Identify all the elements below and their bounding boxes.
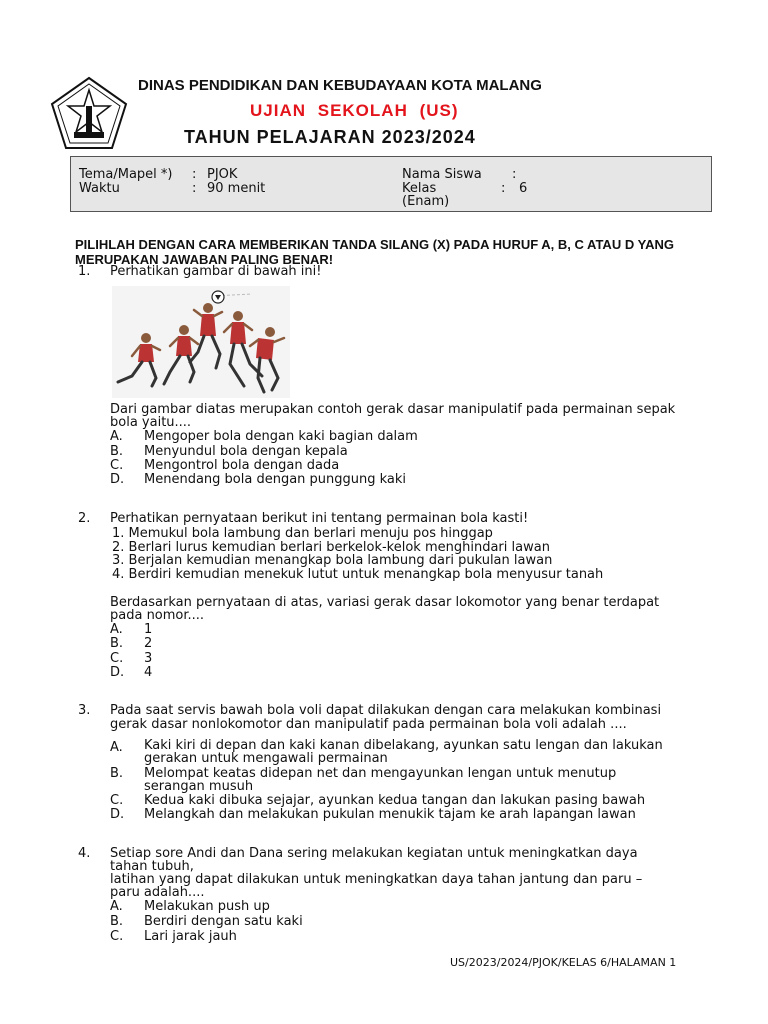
subject-label: Tema/Mapel *) [79,167,173,182]
q2-statement-3: 3. Berjalan kemudian menangkap bola lambung dari pukulan lawan [112,553,553,568]
q2-statement-1: 1. Memukul bola lambung dan berlari menuju pos hinggap [112,526,493,541]
q2-option-d[interactable]: 4 [144,665,153,680]
header-exam-title: UJIAN SEKOLAH (US) [250,101,459,120]
q2-option-b[interactable]: 2 [144,636,153,651]
q2-prompt: Perhatikan pernyataan berikut ini tentang permainan bola kasti! [110,511,529,526]
q3-line1: Pada saat servis bawah bola voli dapat dilakukan dengan cara melakukan kombinasi [110,703,662,718]
q3-option-c-line1[interactable]: Kedua kaki dibuka sejajar, ayunkan kedua tangan dan lakukan pasing bawah [144,793,646,808]
instructions: PILIHLAH DENGAN CARA MEMBERIKAN TANDA SILANG (X) PADA HURUF A, B, C ATAU D YANG MERUPAKAN JAWABAN PALING BENAR! [75,237,674,267]
q4-line1: Setiap sore Andi dan Dana sering melakukan kegiatan untuk meningkatkan daya [110,846,638,861]
student-info-box [70,156,712,212]
q2-option-d-letter[interactable]: D. [110,665,125,680]
student-name-sep: : [512,167,517,182]
time-label: Waktu [79,181,120,196]
q1-option-d[interactable]: Menendang bola dengan punggung kaki [144,472,407,487]
header-agency: DINAS PENDIDIKAN DAN KEBUDAYAAN KOTA MALANG [138,77,542,94]
q2-statement-4: 4. Berdiri kemudian menekuk lutut untuk menangkap bola menyusur tanah [112,567,604,582]
q4-line3: latihan yang dapat dilakukan untuk meningkatkan daya tahan jantung dan paru – [110,872,643,887]
header-school-year: TAHUN PELAJARAN 2023/2024 [184,127,476,147]
class-value-words: (Enam) [402,194,450,209]
q2-question-line1: Berdasarkan pernyataan di atas, variasi gerak dasar lokomotor yang benar terdapat [110,595,660,610]
q2-option-a-letter[interactable]: A. [110,622,123,637]
city-emblem-logo [50,76,128,150]
q3-option-a-line1[interactable]: Kaki kiri di depan dan kaki kanan dibelakang, ayunkan satu lengan dan lakukan [144,738,663,753]
student-name-label: Nama Siswa [402,167,482,182]
q1-number: 1. [78,264,91,279]
page-footer: US/2023/2024/PJOK/KELAS 6/HALAMAN 1 [450,956,677,969]
q1-option-c-letter[interactable]: C. [110,458,124,473]
q3-option-b-line1[interactable]: Melompat keatas didepan net dan mengayunkan lengan untuk menutup [144,766,617,781]
q1-option-c[interactable]: Mengontrol bola dengan dada [144,458,340,473]
q4-number: 4. [78,846,91,861]
time-sep: : [192,181,197,196]
subject-value: PJOK [207,167,238,182]
q4-option-a-letter[interactable]: A. [110,899,123,914]
q2-option-a[interactable]: 1 [144,622,153,637]
q3-option-a-line2[interactable]: gerakan untuk mengawali permainan [144,751,388,766]
q2-question-line2: pada nomor.... [110,608,205,623]
q4-option-c-letter[interactable]: C. [110,929,124,944]
q2-option-c-letter[interactable]: C. [110,651,124,666]
q3-line2: gerak dasar nonlokomotor dan manipulatif pada permainan bola voli adalah .... [110,717,627,732]
q4-line2: tahan tubuh, [110,859,194,874]
q4-option-b[interactable]: Berdiri dengan satu kaki [144,914,303,929]
q3-option-c-letter[interactable]: C. [110,793,124,808]
q1-question-line1: Dari gambar diatas merupakan contoh gerak dasar manipulatif pada permainan sepak [110,402,676,417]
q1-prompt: Perhatikan gambar di bawah ini! [110,264,322,279]
q3-option-d-letter[interactable]: D. [110,807,125,822]
q3-option-b-line2[interactable]: serangan musuh [144,779,254,794]
q2-option-b-letter[interactable]: B. [110,636,124,651]
q4-option-a[interactable]: Melakukan push up [144,899,270,914]
q4-option-b-letter[interactable]: B. [110,914,124,929]
q4-option-c[interactable]: Lari jarak jauh [144,929,237,944]
q1-option-a-letter[interactable]: A. [110,429,123,444]
q1-option-b-letter[interactable]: B. [110,444,124,459]
q3-option-a-letter[interactable]: A. [110,740,123,755]
class-label: Kelas [402,181,437,196]
class-sep: : [501,181,506,196]
q1-option-b[interactable]: Menyundul bola dengan kepala [144,444,348,459]
q3-option-b-letter[interactable]: B. [110,766,124,781]
q2-option-c[interactable]: 3 [144,651,153,666]
class-value: 6 [519,181,528,196]
q3-option-d-line1[interactable]: Melangkah dan melakukan pukulan menukik tajam ke arah lapangan lawan [144,807,636,822]
q3-number: 3. [78,703,91,718]
q2-statement-2: 2. Berlari lurus kemudian berlari berkelok-kelok menghindari lawan [112,540,550,555]
football-heading-illustration [112,286,290,398]
q1-option-a[interactable]: Mengoper bola dengan kaki bagian dalam [144,429,418,444]
q4-line4: paru adalah.... [110,885,205,900]
subject-sep: : [192,167,197,182]
q1-option-d-letter[interactable]: D. [110,472,125,487]
time-value: 90 menit [207,181,266,196]
q1-question-line2: bola yaitu.... [110,415,192,430]
q2-number: 2. [78,511,91,526]
